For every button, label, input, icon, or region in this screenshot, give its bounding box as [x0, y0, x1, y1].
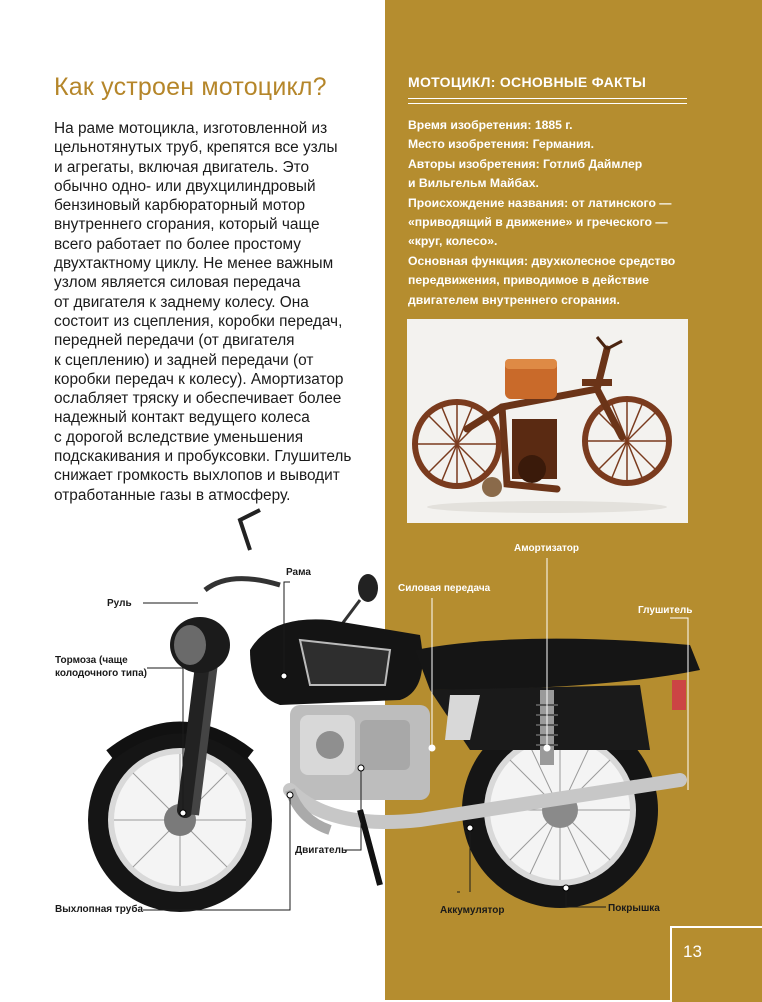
fact-line: и Вильгельм Майбах.	[408, 176, 539, 191]
body-line: состоит из сцепления, коробки передач,	[54, 312, 343, 330]
fact-line: Происхождение названия: от латинского —	[408, 195, 672, 210]
page-number: 13	[683, 942, 702, 961]
label-vyhlop: Выхлопная труба	[55, 904, 144, 915]
body-line: от двигателя к заднему колесу. Она	[54, 293, 309, 311]
label-glushitel: Глушитель	[638, 605, 693, 616]
facts-list	[408, 116, 708, 310]
body-line: внутреннего сгорания, который чаще	[54, 216, 320, 234]
label-tormoza-1: Тормоза (чаще	[55, 655, 128, 666]
facts-divider	[408, 103, 687, 104]
label-rul: Руль	[107, 598, 132, 609]
body-line: надежный контакт ведущего колеса	[54, 409, 310, 427]
body-line: передней передачи (от двигателя	[54, 332, 295, 350]
label-akkumulyator: Аккумулятор	[440, 905, 505, 916]
fact-line: двигателем внутреннего сгорания.	[408, 292, 620, 307]
body-line: обычно одно- или двухцилиндровый	[54, 177, 316, 195]
label-tormoza-2: колодочного типа)	[55, 668, 147, 679]
facts-title: МОТОЦИКЛ: ОСНОВНЫЕ ФАКТЫ	[408, 74, 647, 90]
body-line: отработанные газы в атмосферу.	[54, 486, 291, 504]
body-line: На раме мотоцикла, изготовленной из	[54, 120, 328, 137]
body-text	[54, 119, 374, 505]
label-dvigatel: Двигатель	[295, 845, 348, 856]
body-line: с дорогой вследствие уменьшения	[54, 428, 304, 446]
body-line: и агрегаты, включая двигатель. Это	[54, 158, 310, 176]
body-line: ослабляет тряску и обеспечивает более	[54, 390, 342, 408]
label-rama: Рама	[286, 567, 311, 578]
label-amortizator: Амортизатор	[514, 543, 579, 554]
fact-line: Время изобретения: 1885 г.	[408, 118, 573, 132]
body-line: коробки передач к колесу). Амортизатор	[54, 370, 344, 388]
body-line: узлом является силовая передача	[54, 274, 301, 292]
label-pokryshka: Покрышка	[608, 903, 660, 914]
fact-line: Основная функция: двухколесное средство	[408, 253, 676, 268]
fact-line: «круг, колесо».	[408, 234, 498, 249]
body-line: всего работает по более простому	[54, 235, 301, 253]
body-line: бензиновый карбюраторный мотор	[54, 197, 306, 215]
page-number-box	[670, 926, 762, 1002]
body-line: снижает громкость выхлопов и выводит	[54, 467, 340, 485]
fact-line: «приводящий в движение» и греческого —	[408, 215, 668, 230]
fact-line: Место изобретения: Германия.	[408, 137, 594, 152]
body-line: подскакивания и пробуксовки. Глушитель	[54, 448, 352, 466]
fact-line: передвижения, приводимое в действие	[408, 273, 650, 288]
motorcycle-diagram	[0, 490, 762, 930]
facts-divider	[408, 98, 687, 99]
page-title: Как устроен мотоцикл?	[54, 73, 327, 101]
label-silovaya: Силовая передача	[398, 583, 491, 594]
fact-line: Авторы изобретения: Готлиб Даймлер	[408, 156, 643, 171]
body-line: к сцеплению) и задней передачи (от	[54, 351, 314, 369]
body-line: двухтактному циклу. Не менее важным	[54, 255, 334, 273]
body-line: цельнотянутых труб, крепятся все узлы	[54, 139, 338, 157]
